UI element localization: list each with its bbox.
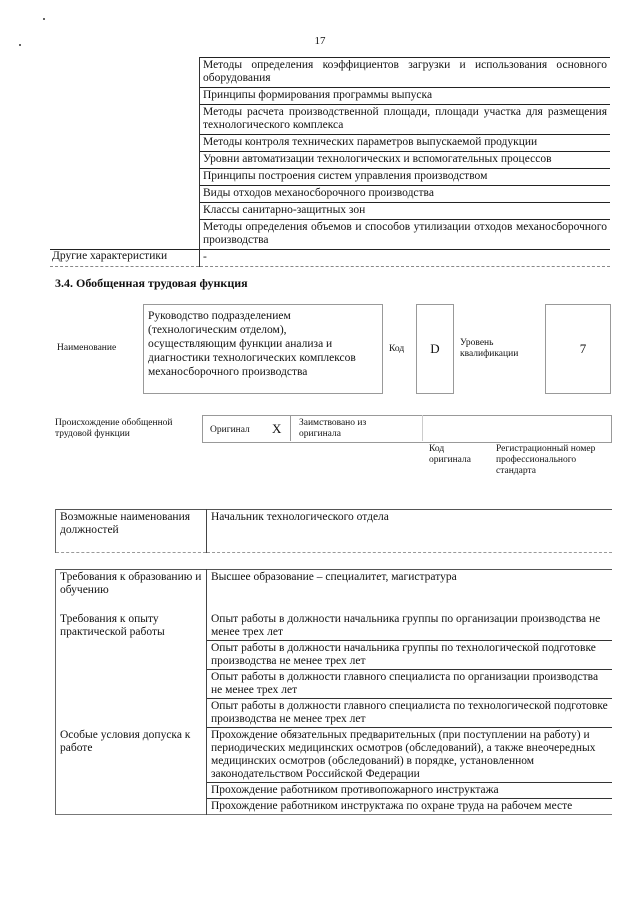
code-value: D (430, 341, 440, 356)
divider (422, 415, 423, 441)
origin-label: Происхождение обобщенной трудовой функции (55, 418, 173, 439)
scan-mark (43, 18, 45, 20)
code-label: Код (389, 344, 405, 354)
positions-value: Начальник технологического отдела (211, 511, 389, 523)
divider (290, 415, 291, 441)
special-conditions-label: Особые условия допуска к работе (56, 728, 207, 815)
section-heading: 3.4. Обобщенная трудовая функция (55, 276, 248, 290)
experience-item: Опыт работы в должности главного специалиста по организации производства не менее трех лет (207, 670, 613, 699)
table-row (56, 510, 613, 553)
experience-item: Опыт работы в должности начальника группы по технологической подготовке производства не менее трех лет (207, 641, 613, 670)
table-row (56, 612, 613, 641)
education-label: Требования к образованию и обучению (56, 570, 207, 613)
page-number: 17 (314, 35, 326, 47)
name-label: Наименование (57, 343, 117, 353)
table-cell: Уровни автоматизации технологических и вспомогательных процессов (200, 152, 611, 169)
table-cell: Методы расчета производственной площади, площади участка для размещения технологического комплекса (200, 105, 611, 135)
table-cell: Классы санитарно-защитных зон (200, 203, 611, 220)
original-mark: X (272, 421, 282, 436)
experience-label: Требования к опыту практической работы (56, 612, 207, 728)
positions-table (55, 509, 612, 553)
education-value: Высшее образование – специалитет, магистратура (211, 571, 457, 583)
level-label: Уровень квалификации (460, 338, 519, 359)
experience-item: Опыт работы в должности начальника группы по организации производства не менее трех лет (207, 612, 613, 641)
original-label: Оригинал (210, 425, 250, 435)
table-row (50, 250, 610, 267)
reg-number-label: Регистрационный номер профессионального стандарта (496, 444, 596, 476)
special-item: Прохождение работником противопожарного инструктажа (207, 783, 613, 799)
level-value: 7 (579, 341, 587, 356)
other-characteristics-label: Другие характеристики (50, 250, 200, 267)
knowledge-table (50, 57, 610, 267)
table-row (50, 58, 610, 88)
origin-box (202, 415, 612, 443)
requirements-table (55, 569, 612, 815)
table-row (56, 728, 613, 783)
table-cell: Принципы формирования программы выпуска (200, 88, 611, 105)
table-cell: Методы определения объемов и способов утилизации отходов механосборочного производства (200, 220, 611, 250)
other-characteristics-value: - (200, 250, 611, 267)
positions-label: Возможные наименования должностей (56, 510, 207, 553)
table-row (56, 570, 613, 613)
code-original-label: Код оригинала (429, 444, 471, 465)
name-value: Руководство подразделением (технологическим отделом), осуществляющим функции анализа и диагностики технологических комплексов механосборочного производства (148, 310, 356, 378)
table-cell: Методы контроля технических параметров выпускаемой продукции (200, 135, 611, 152)
special-item: Прохождение обязательных предварительных (при поступлении на работу) и периодических медицинских осмотров (обследований), а также внеочередных медицинских осмотров (обследований) в порядке, установленном законодательством Российской Федерации (207, 728, 613, 783)
borrowed-label: Заимствовано из оригинала (299, 418, 367, 439)
table-cell: Виды отходов механосборочного производства (200, 186, 611, 203)
special-item: Прохождение работником инструктажа по охране труда на рабочем месте (211, 800, 573, 812)
table-cell: Методы определения коэффициентов загрузки и использования основного оборудования (200, 58, 611, 88)
table-cell: Принципы построения систем управления производством (200, 169, 611, 186)
experience-item: Опыт работы в должности главного специалиста по технологической подготовке производства не менее трех лет (207, 699, 613, 728)
